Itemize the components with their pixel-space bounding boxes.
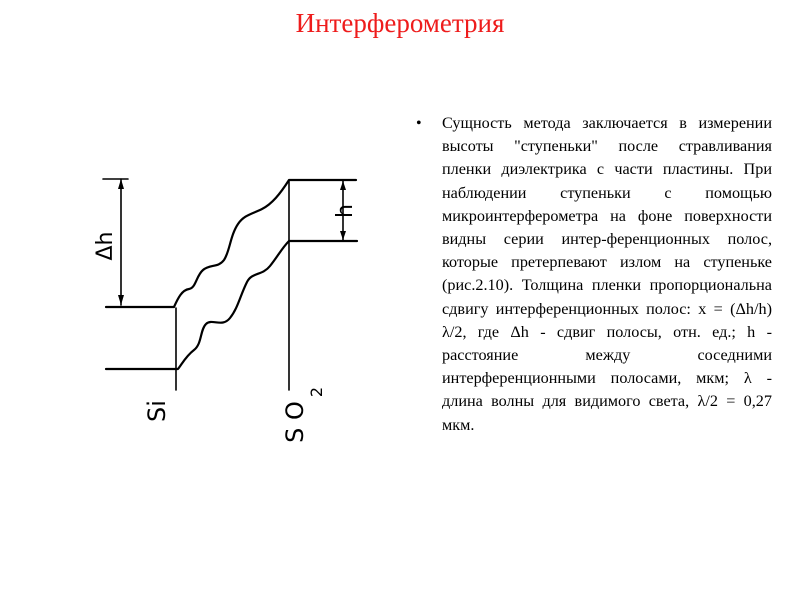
sio2-label: S O	[281, 401, 309, 443]
arrow-down-icon	[118, 295, 124, 305]
delta-h-label: Δh	[93, 231, 118, 261]
description-paragraph: Сущность метода заключается в измерении высоты "ступеньки" после стравливания пленки диэлектрика с части пластины. При наблюдении ступеньки с помощью микроинтерферометра на фоне поверхности видны серии интер-ференционных полос, которые претерпевают излом на ступеньке (рис.2.10). Толщина пленки пропорциональна сдвигу интерференционных полос: x = (Δh/h) λ/2, где Δh - сдвиг полосы, отн. ед.; h - расстояние между соседними интерференционными полосами, мкм; λ - длина волны для видимого света, λ/2 = 0,27 мкм.	[442, 114, 777, 434]
interference-step-figure	[93, 168, 370, 460]
arrow-up-icon	[340, 181, 346, 190]
upper-interference-fringe	[106, 180, 356, 307]
lower-interference-fringe	[106, 241, 357, 369]
si-label: Si	[143, 400, 171, 422]
slide-title: Интерферометрия	[295, 8, 505, 38]
h-label: h	[333, 204, 358, 218]
sio2-subscript: 2	[307, 386, 326, 398]
description-text-block	[416, 112, 777, 437]
interference-diagram	[93, 168, 370, 460]
arrow-down-icon	[340, 231, 346, 240]
bullet-icon: •	[416, 115, 422, 132]
arrow-up-icon	[118, 179, 124, 189]
